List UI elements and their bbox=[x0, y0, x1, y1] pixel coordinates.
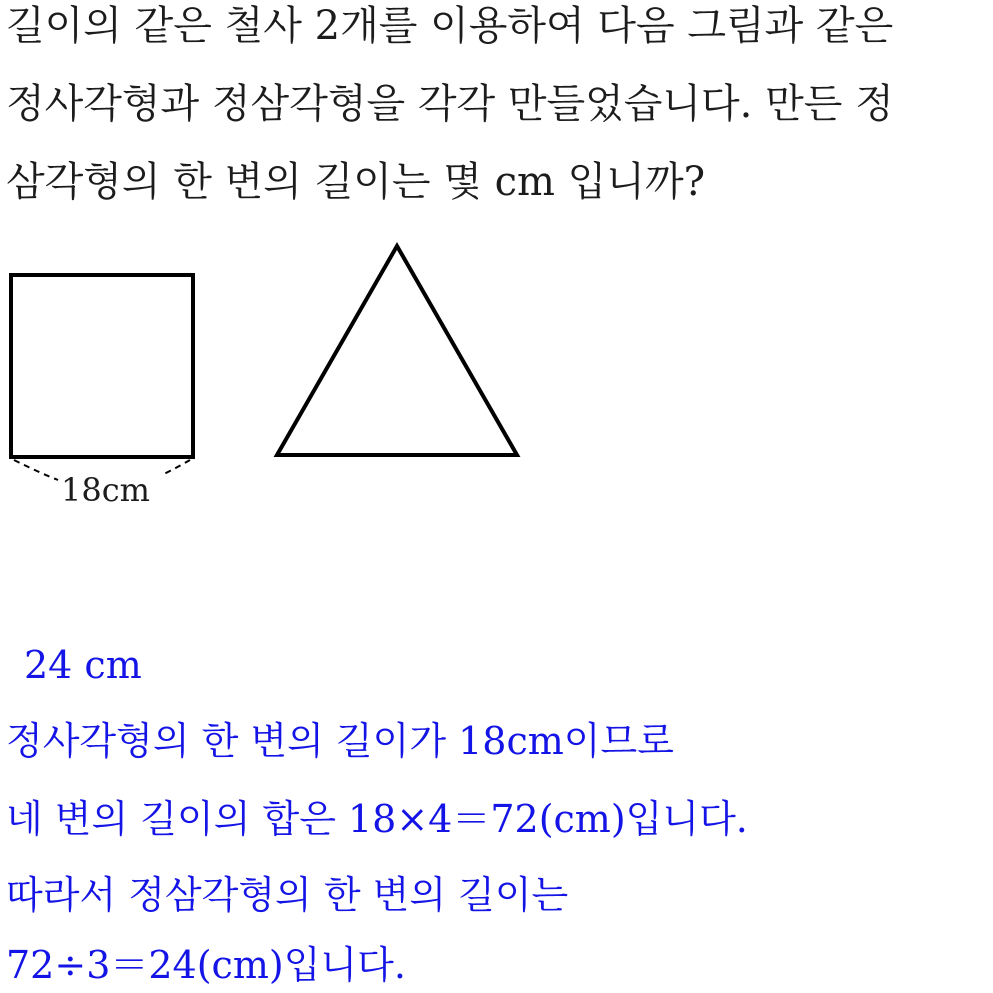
triangle-shape bbox=[277, 246, 517, 455]
square-shape bbox=[11, 275, 193, 457]
square-side-label: 18cm bbox=[61, 471, 150, 509]
answer-value: 24 cm bbox=[24, 643, 142, 687]
question-line-1: 길이의 같은 철사 2개를 이용하여 다음 그림과 같은 bbox=[6, 3, 894, 49]
figure bbox=[0, 230, 560, 520]
question-line-2: 정사각형과 정삼각형을 각각 만들었습니다. 만든 정 bbox=[6, 81, 894, 127]
explanation-line-2: 네 변의 길이의 합은 18×4＝72(cm)입니다. bbox=[6, 797, 748, 841]
question-line-3: 삼각형의 한 변의 길이는 몇 cm 입니까? bbox=[6, 159, 706, 205]
explanation-line-1: 정사각형의 한 변의 길이가 18cm이므로 bbox=[6, 719, 674, 763]
explanation-line-3: 따라서 정삼각형의 한 변의 길이는 bbox=[6, 873, 569, 917]
dimension-line-left bbox=[14, 460, 58, 480]
explanation-line-4: 72÷3＝24(cm)입니다. bbox=[6, 943, 406, 987]
dimension-line-right bbox=[164, 460, 190, 474]
